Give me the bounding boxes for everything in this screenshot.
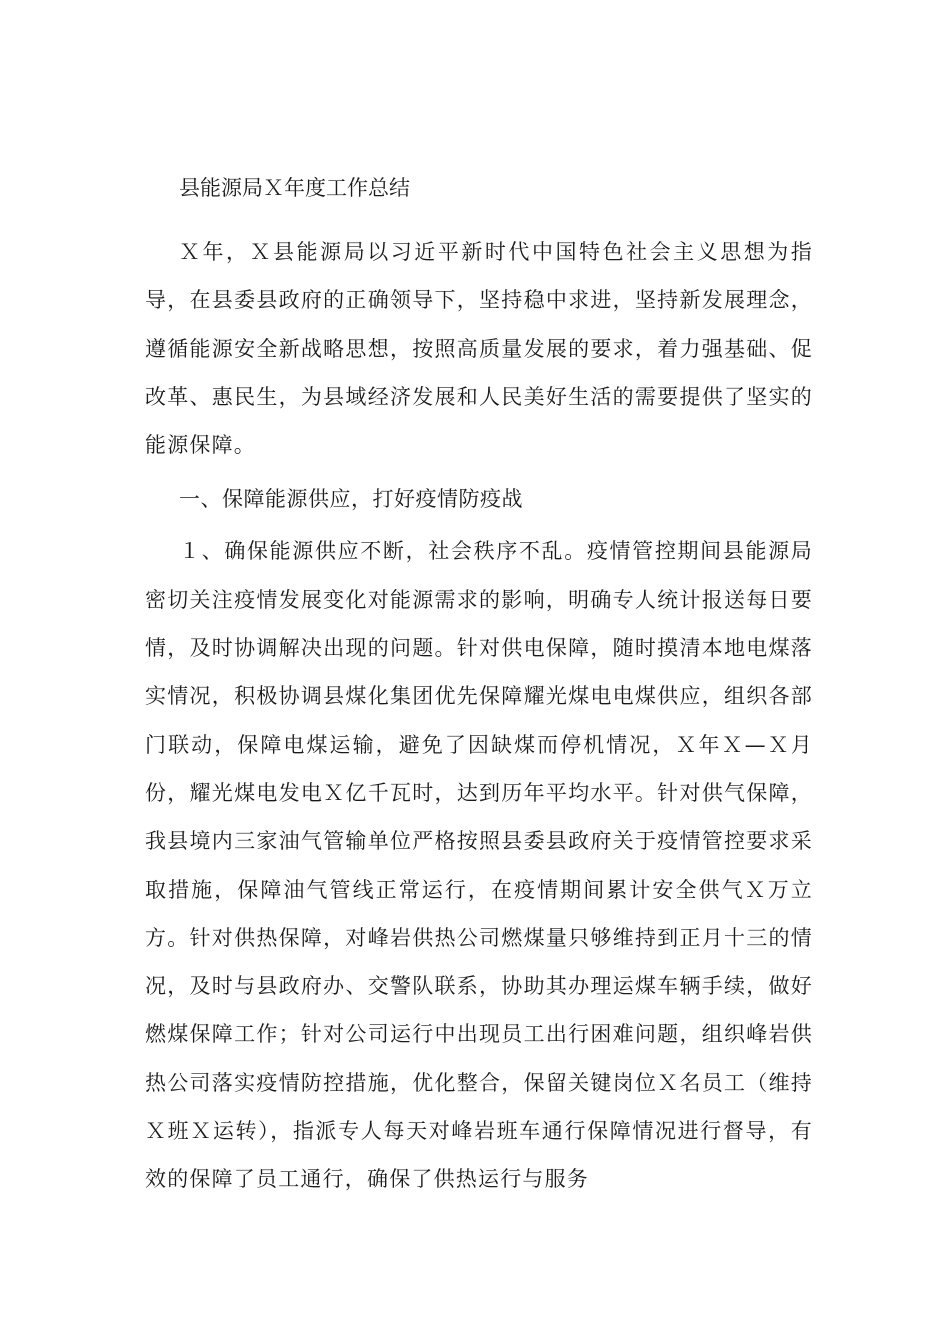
section-paragraph: １、确保能源供应不断，社会秩序不乱。疫情管控期间县能源局密切关注疫情发展变化对能源需求的影响，明确专人统计报送每日要情，及时协调解决出现的问题。针对供电保障，随时摸清本地电煤落实情况，积极协调县煤化集团优先保障耀光煤电电煤供应，组织各部门联动，保障电煤运输，避免了因缺煤而停机情况，Ｘ年Ｘ—Ｘ月份，耀光煤电发电Ｘ亿千瓦时，达到历年平均水平。针对供气保障，我县境内三家油气管输单位严格按照县委县政府关于疫情管控要求采取措施，保障油气管线正常运行，在疫情期间累计安全供气Ｘ万立方。针对供热保障，对峰岩供热公司燃煤量只够维持到正月十三的情况，及时与县政府办、交警队联系，协助其办理运煤车辆手续，做好燃煤保障工作；针对公司运行中出现员工出行困难问题，组织峰岩供热公司落实疫情防控措施，优化整合，保留关键岗位Ｘ名员工（维持Ｘ班Ｘ运转），指派专人每天对峰岩班车通行保障情况进行督导，有效的保障了员工通行，确保了供热运行与服务 [145, 539, 813, 1192]
document-body [145, 174, 813, 1204]
section-heading: 一、保障能源供应，打好疫情防疫战 [179, 487, 523, 512]
document-title: 县能源局Ｘ年度工作总结 [179, 176, 410, 200]
intro-paragraph: Ｘ年，Ｘ县能源局以习近平新时代中国特色社会主义思想为指导，在县委县政府的正确领导下，坚持稳中求进，坚持新发展理念，遵循能源安全新战略思想，按照高质量发展的要求，着力强基础、促改革、惠民生，为县域经济发展和人民美好生活的需要提供了坚实的能源保障。 [145, 240, 813, 458]
